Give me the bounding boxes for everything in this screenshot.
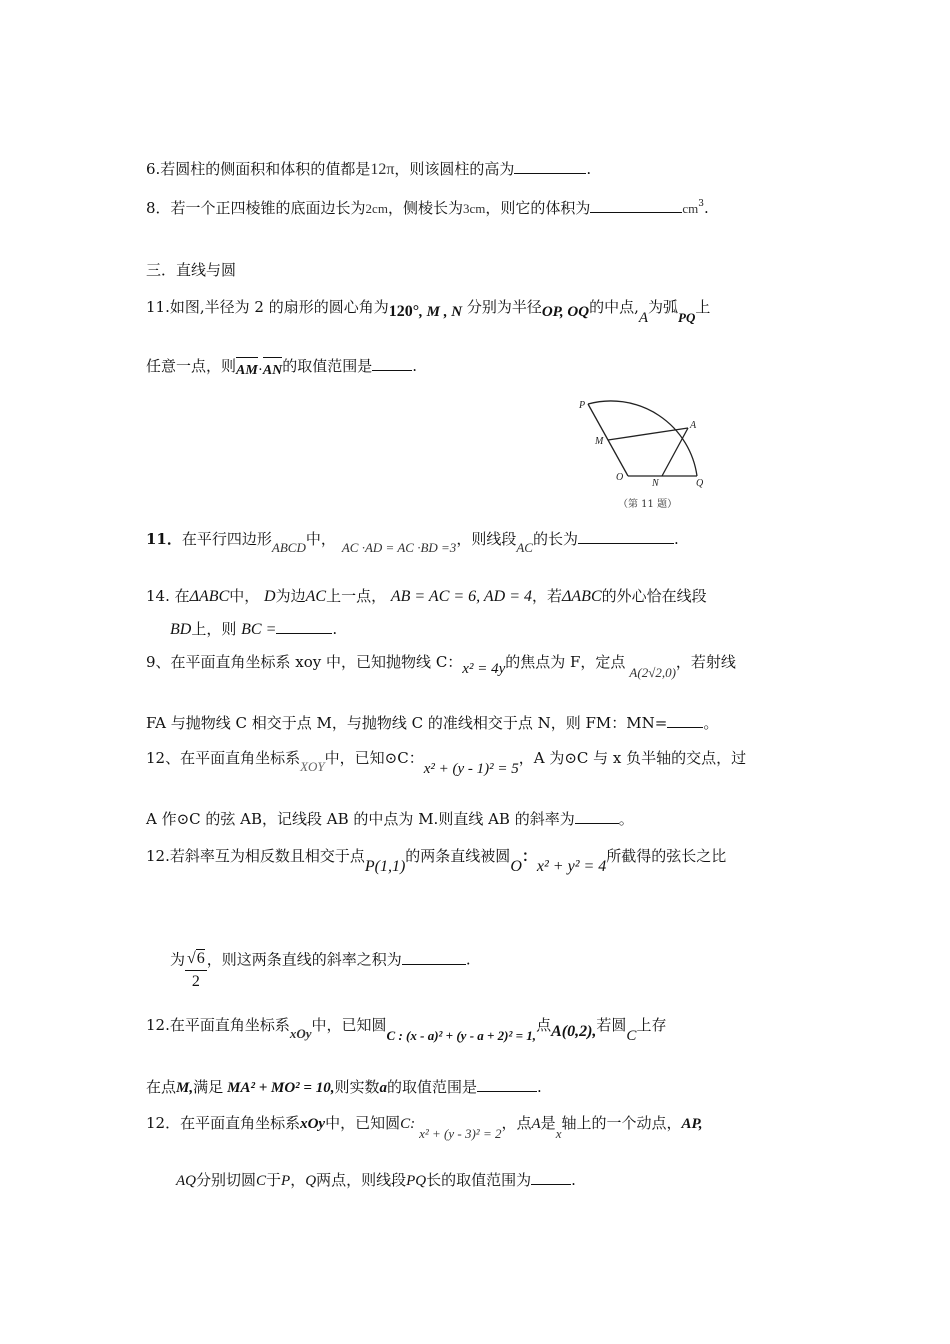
q12d-p: P: [281, 1173, 291, 1189]
label-n: N: [652, 478, 659, 489]
q11a-mid: 分别为半径: [466, 298, 542, 316]
q8-side: 2cm: [365, 201, 388, 216]
q12c-equation: C : (x - a)² + (y - a + 2)² = 1,: [386, 1028, 537, 1043]
answer-blank[interactable]: [372, 356, 412, 371]
q9-pre: 9、在平面直角坐标系 xoy 中，已知抛物线 C：: [146, 653, 463, 671]
q14-ac: AC: [305, 588, 327, 605]
q14-mid4: ，若: [532, 587, 563, 605]
q11a-a: A: [638, 310, 649, 326]
q12a-post: ，A 为⊙C 与 x 负半轴的交点，过: [518, 749, 747, 767]
q11b-mid: 中，: [305, 530, 336, 548]
q12b-colon: ：: [521, 847, 537, 865]
q14-seg-bd: BD: [170, 621, 192, 638]
q14-line2-mid: 上，则: [191, 620, 237, 638]
q12a-pre: 12、在平面直角坐标系: [146, 749, 301, 767]
question-14: [146, 585, 707, 608]
q9-line2: FA 与抛物线 C 相交于点 M，与抛物线 C 的准线相交于点 N，则 FM：MN=: [146, 714, 668, 732]
q12d-equation: x² + (y - 3)² = 2: [419, 1126, 502, 1141]
dot-operator: ·: [257, 362, 263, 378]
vector-an: AN: [263, 360, 282, 382]
question-9-line2: [146, 712, 718, 734]
q12d-mid: 中，已知圆: [325, 1114, 401, 1132]
question-11a: [146, 296, 711, 326]
q14-triangle2: ΔABC: [562, 588, 602, 605]
q12d-c: C:: [400, 1116, 416, 1132]
q12d-line2-mid: 分别切圆: [196, 1171, 257, 1189]
question-11a-line2: [146, 355, 417, 379]
q8-unit: cm: [682, 201, 699, 216]
q12a-line2: A 作⊙C 的弦 AB，记线段 AB 的中点为 M.则直线 AB 的斜率为: [146, 810, 575, 828]
q11b-quad: ABCD: [271, 540, 306, 555]
q12c-line2-post: 的取值范围是: [387, 1078, 478, 1096]
q11a-line2-pre: 任意一点，则: [146, 357, 237, 375]
q8-post: ，则它的体积为: [485, 199, 591, 217]
answer-blank[interactable]: [514, 159, 586, 174]
q12d-q: Q: [305, 1173, 317, 1189]
q11a-arc: PQ: [678, 310, 696, 325]
q9-equation: x² = 4y: [462, 661, 506, 677]
q14-line2-end: .: [332, 620, 338, 638]
q12d-line2-post: 长的取值范围为: [426, 1171, 532, 1189]
q14-pre: 14. 在: [146, 587, 190, 605]
question-12c-line2: [146, 1076, 542, 1099]
q6-value: 12π: [370, 161, 395, 178]
q12c-mid2: 点: [536, 1016, 552, 1034]
arc-pq: [588, 401, 697, 476]
q12b-line2-pre: 为: [170, 950, 186, 969]
q14-mid2: 为边: [275, 587, 306, 605]
answer-blank[interactable]: [402, 950, 466, 965]
answer-blank[interactable]: [575, 809, 619, 824]
q12d-mid3: 是: [540, 1114, 556, 1132]
q12d-pre: 12．在平面直角坐标系: [146, 1114, 301, 1132]
q6-text-post: ，则该圆柱的高为: [394, 160, 515, 178]
question-12a: [146, 747, 747, 777]
q14-triangle: ΔABC: [189, 588, 230, 605]
q12c-line2-mid2: 则实数: [334, 1078, 380, 1096]
question-12b-line2: [170, 938, 471, 990]
q12c-line2-pre: 在点: [146, 1078, 177, 1096]
q12c-post: 上存: [636, 1016, 667, 1034]
q8-lateral: 3cm: [462, 201, 486, 216]
q12a-mid: 中，已知⊙C：: [324, 749, 424, 767]
q8-text: 8．若一个正四棱锥的底面边长为: [146, 199, 366, 217]
q12d-system: xOy: [300, 1116, 326, 1132]
ratio-fraction: $\frac{√6}{2}$: [185, 948, 207, 993]
q12d-post: 轴上的一个动点，: [561, 1114, 682, 1132]
q12c-condition: MA² + MO² = 10,: [227, 1080, 335, 1096]
question-12a-line2: [146, 808, 634, 830]
label-q: Q: [696, 478, 704, 489]
q8-end: .: [703, 199, 709, 217]
q9-mid: 的焦点为 F，定点: [505, 653, 626, 671]
q9-point: A(2√2,0): [629, 665, 676, 680]
q12d-line2-mid3: 两点，则线段: [316, 1171, 407, 1189]
q12d-ap: AP,: [681, 1116, 703, 1132]
q9-line2-end: 。: [703, 714, 719, 732]
vector-am: AM: [236, 360, 258, 382]
label-a: A: [690, 420, 697, 431]
q12d-comma: ，: [290, 1171, 306, 1189]
q12b-point: P(1,1): [364, 858, 406, 875]
q12d-line2-mid2: 于: [266, 1171, 282, 1189]
q12c-mid3: 若圆: [596, 1016, 627, 1034]
q14-mid3: 上一点，: [326, 587, 387, 605]
q12a-system: XOY: [300, 759, 325, 774]
q12b-circle: O: [510, 858, 522, 875]
q11b-seg: AC: [516, 540, 533, 555]
q12b-mid: 的两条直线被圆: [405, 847, 511, 865]
sector-figure: [566, 390, 736, 515]
segment-am: [608, 428, 688, 440]
q12d-pq: PQ: [406, 1173, 427, 1189]
fraction-numerator: 6: [196, 950, 205, 967]
q12d-line2-end: .: [571, 1171, 576, 1189]
q14-bc: BC =: [241, 621, 277, 638]
q6-end: .: [586, 160, 592, 178]
label-m: M: [595, 436, 604, 447]
segment-an: [662, 428, 688, 476]
answer-blank[interactable]: [667, 713, 703, 728]
q12b-equation: x² + y² = 4: [536, 858, 607, 875]
q14-equation: AB = AC = 6, AD = 4: [390, 588, 532, 605]
q12c-point: A(0,2),: [551, 1023, 597, 1040]
question-11b: [146, 528, 679, 555]
answer-blank[interactable]: [578, 529, 674, 544]
q11a-radii: OP, OQ: [541, 304, 590, 320]
answer-blank[interactable]: [590, 198, 682, 213]
question-12b: [146, 845, 727, 875]
q14-mid: 中，: [229, 587, 260, 605]
answer-blank[interactable]: [477, 1077, 537, 1092]
question-9: [146, 651, 736, 680]
question-6: [146, 158, 591, 181]
q12c-mid: 中，已知圆: [311, 1016, 387, 1034]
q8-mid: ，侧棱长为: [387, 199, 463, 217]
q11b-num: 11．: [146, 530, 182, 548]
q11a-mid3: 为弧: [648, 298, 679, 316]
q12c-a: a: [379, 1080, 387, 1096]
figure-caption: （第 11 题）: [618, 499, 678, 510]
q12c-c: C: [626, 1028, 637, 1044]
q12c-system: xOy: [289, 1026, 312, 1041]
q12c-line2-mid: 满足: [193, 1078, 224, 1096]
question-14-line2: [170, 618, 337, 641]
q12a-equation: x² + (y - 1)² = 5: [423, 761, 519, 777]
label-p: P: [579, 400, 586, 411]
q12a-line2-end: 。: [618, 810, 634, 828]
answer-blank[interactable]: [276, 619, 332, 634]
q12c-m: M,: [176, 1080, 194, 1096]
q12d-x: x: [555, 1126, 562, 1141]
answer-blank[interactable]: [531, 1170, 571, 1185]
q11b-post: 的长为: [532, 530, 578, 548]
question-12d-line2: [176, 1169, 576, 1192]
q12b-line2-post: ，则这两条直线的斜率之积为: [206, 950, 402, 969]
q9-post: ，若射线: [675, 653, 736, 671]
q11a-post: 上: [695, 298, 711, 316]
q11a-mid2: 的中点,: [589, 298, 639, 316]
q12d-a: A: [531, 1116, 541, 1132]
q14-d: D: [264, 588, 276, 605]
q6-text: 6.若圆柱的侧面积和体积的值都是: [146, 160, 371, 178]
section-heading: 三．直线与圆: [146, 261, 237, 279]
q11b-end: .: [673, 530, 679, 548]
fraction-denominator: 2: [191, 973, 200, 990]
q11b-pre: 在平行四边形: [181, 530, 272, 548]
q12b-pre: 12.若斜率互为相反数且相交于点: [146, 847, 365, 865]
question-12d: [146, 1112, 703, 1141]
q12b-line2-end: .: [465, 950, 471, 969]
question-12c: [146, 1014, 667, 1044]
q11a-text: 11.如图,半径为 2 的扇形的圆心角为: [146, 298, 389, 316]
q12c-line2-end: .: [537, 1078, 542, 1096]
q14-post: 的外心恰在线段: [601, 587, 707, 605]
q11a-line2-post: 的取值范围是: [282, 357, 373, 375]
q11b-mid2: ，则线段: [456, 530, 517, 548]
q12d-line2-c: C: [256, 1173, 267, 1189]
q11a-mn: , M , N: [419, 304, 463, 320]
q12c-pre: 12.在平面直角坐标系: [146, 1016, 290, 1034]
q11b-equation: AC ·AD = AC ·BD =3: [341, 540, 457, 555]
label-o: O: [616, 472, 624, 483]
q8-unit-exp: 3: [698, 199, 704, 209]
q11a-line2-end: .: [412, 357, 418, 375]
q11a-angle: 120°: [388, 303, 420, 320]
q12b-post: 所截得的弦长之比: [606, 847, 727, 865]
question-8: [146, 193, 709, 220]
q12d-aq: AQ: [176, 1173, 196, 1189]
q12d-mid2: ，点: [501, 1114, 532, 1132]
